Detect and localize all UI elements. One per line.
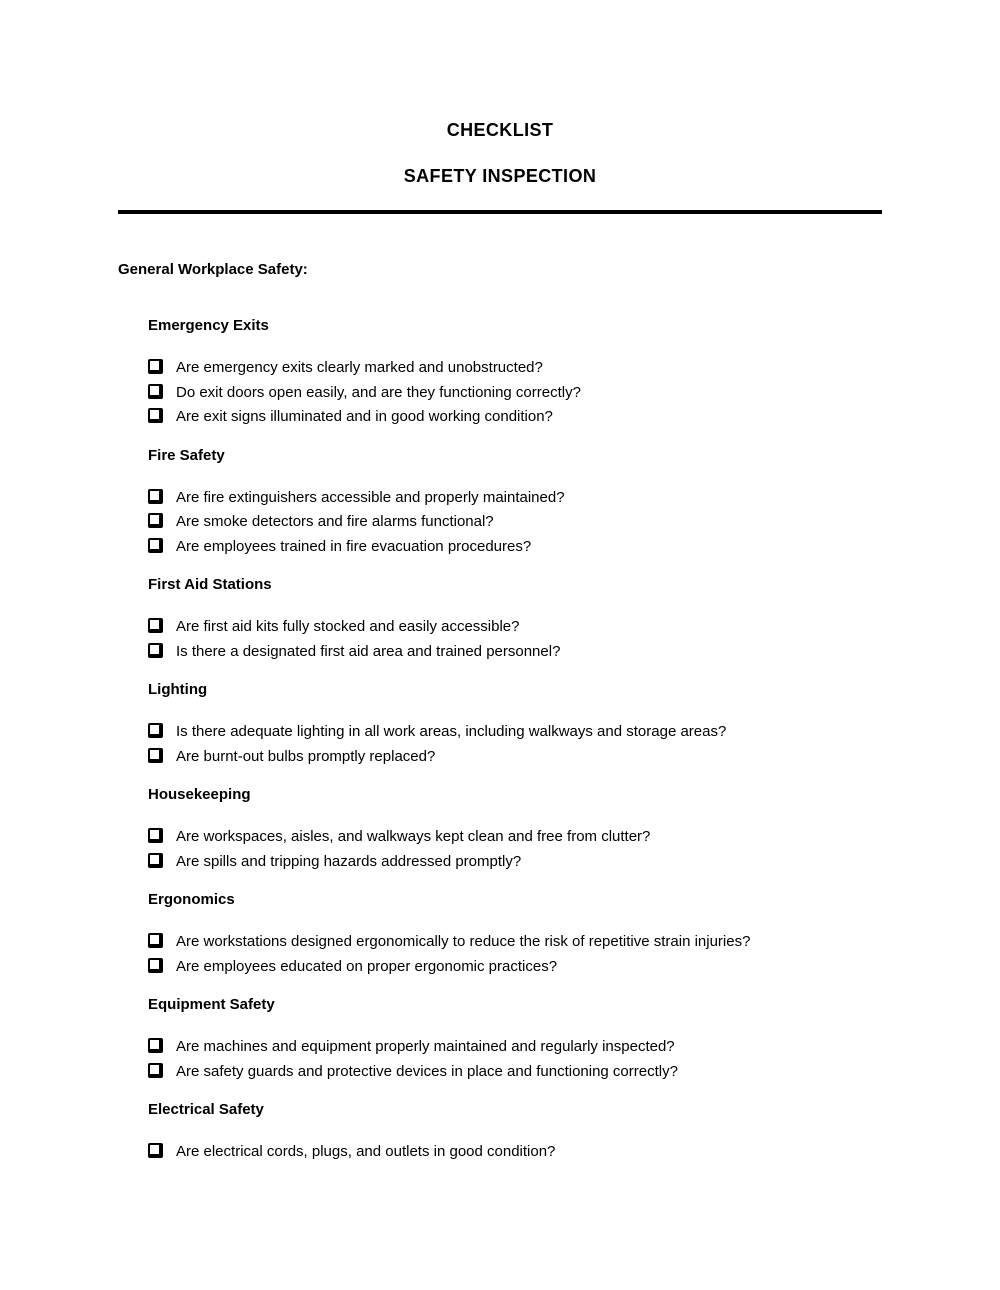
checklist-item [148, 615, 1000, 640]
section-heading: Fire Safety [148, 446, 225, 464]
checklist-item-label: Is there adequate lighting in all work areas, including walkways and storage areas? [176, 723, 727, 740]
checklist-item-label: Are exit signs illuminated and in good working condition? [176, 408, 553, 425]
checklist-item [148, 1140, 1000, 1165]
checklist-item-label: Are emergency exits clearly marked and unobstructed? [176, 359, 543, 376]
checklist-item-label: Do exit doors open easily, and are they functioning correctly? [176, 383, 581, 401]
checklist-item [148, 850, 1000, 875]
checkbox-icon[interactable] [148, 958, 163, 973]
section-heading: Lighting [148, 681, 208, 698]
checklist-item [148, 535, 1000, 560]
checklist-item-label: Are spills and tripping hazards addressed promptly? [176, 852, 522, 870]
checkbox-icon[interactable] [148, 538, 163, 553]
checklist-section [148, 892, 1000, 979]
checkbox-icon[interactable] [148, 1143, 163, 1158]
section-heading: Ergonomics [148, 891, 235, 908]
checklist-item [148, 405, 1000, 430]
checkbox-icon[interactable] [148, 828, 163, 843]
checklist-section [148, 787, 1000, 874]
checkbox-icon[interactable] [148, 748, 163, 763]
checkbox-icon[interactable] [148, 489, 163, 504]
checklist-section [148, 318, 1000, 430]
checkbox-icon[interactable] [148, 723, 163, 738]
checklist-item-label: Is there a designated first aid area and trained personnel? [176, 642, 561, 660]
checklist-section [148, 997, 1000, 1084]
checklist-section [148, 682, 1000, 769]
checklist-item-label: Are safety guards and protective devices in place and functioning correctly? [176, 1062, 678, 1080]
section-heading: Electrical Safety [148, 1101, 264, 1118]
checkbox-icon[interactable] [148, 408, 163, 423]
checklist-item [148, 356, 1000, 381]
checklist-item-label: Are employees educated on proper ergonomic practices? [176, 957, 558, 975]
checkbox-icon[interactable] [148, 384, 163, 399]
checklist-item-label: Are first aid kits fully stocked and easily accessible? [176, 618, 520, 635]
checkbox-icon[interactable] [148, 618, 163, 633]
checklist-item [148, 955, 1000, 980]
checklist-section [148, 448, 1000, 560]
section-items [148, 356, 1000, 430]
checklist-item-label: Are machines and equipment properly maintained and regularly inspected? [176, 1038, 675, 1055]
checklist-item [148, 930, 1000, 955]
checklist-item-label: Are employees trained in fire evacuation procedures? [176, 537, 532, 555]
checklist-item-label: Are fire extinguishers accessible and properly maintained? [176, 488, 565, 506]
checkbox-icon[interactable] [148, 933, 163, 948]
section-items [148, 720, 1000, 769]
checklist-item-label: Are smoke detectors and fire alarms functional? [176, 513, 494, 530]
checklist-item [148, 825, 1000, 850]
section-items [148, 615, 1000, 664]
section-items [148, 1140, 1000, 1165]
section-items [148, 486, 1000, 560]
section-heading: Equipment Safety [148, 996, 275, 1013]
checklist-item-label: Are workstations designed ergonomically to reduce the risk of repetitive strain injuries? [176, 933, 751, 950]
section-heading: Housekeeping [148, 786, 251, 803]
section-heading: Emergency Exits [148, 317, 269, 334]
checkbox-icon[interactable] [148, 1063, 163, 1078]
sections [148, 318, 1000, 1165]
checkbox-icon[interactable] [148, 359, 163, 374]
checkbox-icon[interactable] [148, 513, 163, 528]
checkbox-icon[interactable] [148, 1038, 163, 1053]
checkbox-icon[interactable] [148, 853, 163, 868]
section-heading: First Aid Stations [148, 576, 272, 593]
checklist-item [148, 1035, 1000, 1060]
checklist-item-label: Are electrical cords, plugs, and outlets in good condition? [176, 1143, 556, 1160]
checklist-item-label: Are burnt-out bulbs promptly replaced? [176, 747, 436, 765]
checklist-item [148, 745, 1000, 770]
checklist-section [148, 1102, 1000, 1165]
horizontal-rule [118, 210, 882, 214]
checklist-item [148, 381, 1000, 406]
section-items [148, 930, 1000, 979]
document-title: CHECKLIST [446, 120, 554, 140]
checklist-item [148, 720, 1000, 745]
checklist-item [148, 640, 1000, 665]
checklist-section [148, 577, 1000, 664]
intro-heading: General Workplace Safety: [118, 261, 308, 278]
checklist-item [148, 1060, 1000, 1085]
checklist-item-label: Are workspaces, aisles, and walkways kept clean and free from clutter? [176, 828, 651, 845]
checkbox-icon[interactable] [148, 643, 163, 658]
section-items [148, 1035, 1000, 1084]
checklist-item [148, 510, 1000, 535]
checklist-item [148, 486, 1000, 511]
document-subtitle: SAFETY INSPECTION [403, 166, 597, 186]
section-items [148, 825, 1000, 874]
